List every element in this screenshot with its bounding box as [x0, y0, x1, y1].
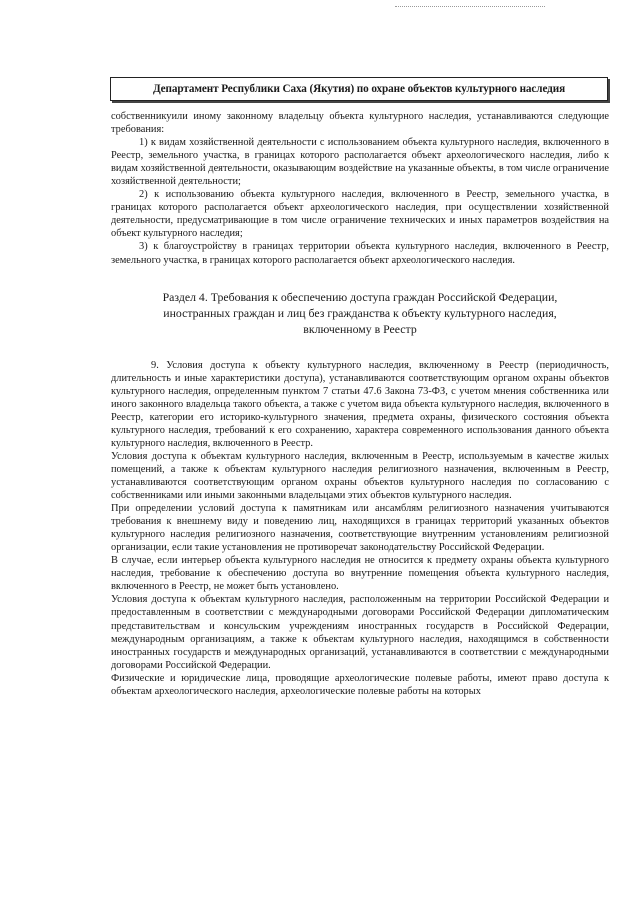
- paragraph: Физические и юридические лица, проводящие археологические полевые работы, имеют право доступа к объектам археологического наследия, археологические полевые работы на которых: [111, 672, 609, 697]
- paragraph: Условия доступа к объектам культурного наследия, расположенным на территории Российской Федерации и предоставленным в соответствии с международными договорами Российской Федерации дипломатическим представительствам и консульским учреждениям иностранных государств в Российской Федерации, международным организациям, а также к объектам культурного наследия, находящимся в собственности иностранных государств и международных организаций, устанавливаются в соответствии с международными договорами Российской Федерации.: [111, 594, 609, 671]
- department-header: [110, 77, 608, 101]
- department-title: Департамент Республики Саха (Якутия) по охране объектов культурного наследия: [152, 83, 566, 95]
- scan-mark: [395, 6, 545, 10]
- section-title-line: включенному в Реестр: [303, 321, 417, 336]
- paragraph: Условия доступа к объектам культурного наследия, включенным в Реестр, используемым в качестве жилых помещений, а также к объектам культурного наследия религиозного назначения, включенным в Реестр, устанавливаются соответствующим органом охраны объектов культурного наследия по согласованию с собственниками или иными законными владельцами этих объектов культурного наследия.: [111, 450, 609, 502]
- paragraph-9: 9. Условия доступа к объекту культурного наследия, включенному в Реестр (периодичность, длительность и иные характеристики доступа), устанавливаются соответствующим органом охраны объектов культурного наследия, определенным пунктом 7 статьи 47.6 Закона 73-ФЗ, с учетом мнения собственника или иного законного владельца такого объекта, а также с учетом вида объекта культурного наследия, включенного в Реестр, категории его историко-культурного значения, предмета охраны, физического состояния объекта культурного наследия, требований к его сохранению, характера современного использования данного объекта культурного наследия, включенного в Реестр.: [111, 359, 609, 449]
- document-body: [111, 110, 609, 698]
- paragraph: собственникуили иному законному владельцу объекта культурного наследия, устанавливаются следующие требования:: [111, 111, 609, 136]
- section-title-line: иностранных граждан и лиц без гражданства к объекту культурного наследия,: [163, 305, 557, 320]
- list-item-3: 3) к благоустройству в границах территории объекта культурного наследия, включенного в Реестр, земельного участка, в границах которого располагается объект археологического наследия.: [111, 241, 609, 266]
- paragraph: В случае, если интерьер объекта культурного наследия не относится к предмету охраны объекта культурного наследия, требование к обеспечению доступа во внутренние помещения объекта культурного наследия, включенного в Реестр, не может быть установлено.: [111, 555, 609, 593]
- list-item-2: 2) к использованию объекта культурного наследия, включенного в Реестр, земельного участка, в границах которого располагается объект археологического наследия, при осуществлении хозяйственной деятельности, предусматривающие в том числе ограничение технических и иных параметров воздействия на объект культурного наследия;: [111, 189, 609, 240]
- section-title: [111, 289, 609, 337]
- list-item-1: 1) к видам хозяйственной деятельности с использованием объекта культурного наследия, включенного в Реестр, земельного участка, в границах которого располагается объект археологического наследия, либо к видам хозяйственной деятельности, оказывающим воздействие на указанные объекты, в том числе ограничение хозяйственной деятельности;: [111, 137, 609, 188]
- section-title-line: Раздел 4. Требования к обеспечению доступа граждан Российской Федерации,: [162, 289, 558, 304]
- paragraph: При определении условий доступа к памятникам или ансамблям религиозного назначения учитываются требования к внешнему виду и поведению лиц, находящихся в границах территорий указанных объектов культурного наследия религиозного назначения, соответствующие внутренним установлениям религиозной организации, если такие установления не противоречат законодательству Российской Федерации.: [111, 503, 609, 554]
